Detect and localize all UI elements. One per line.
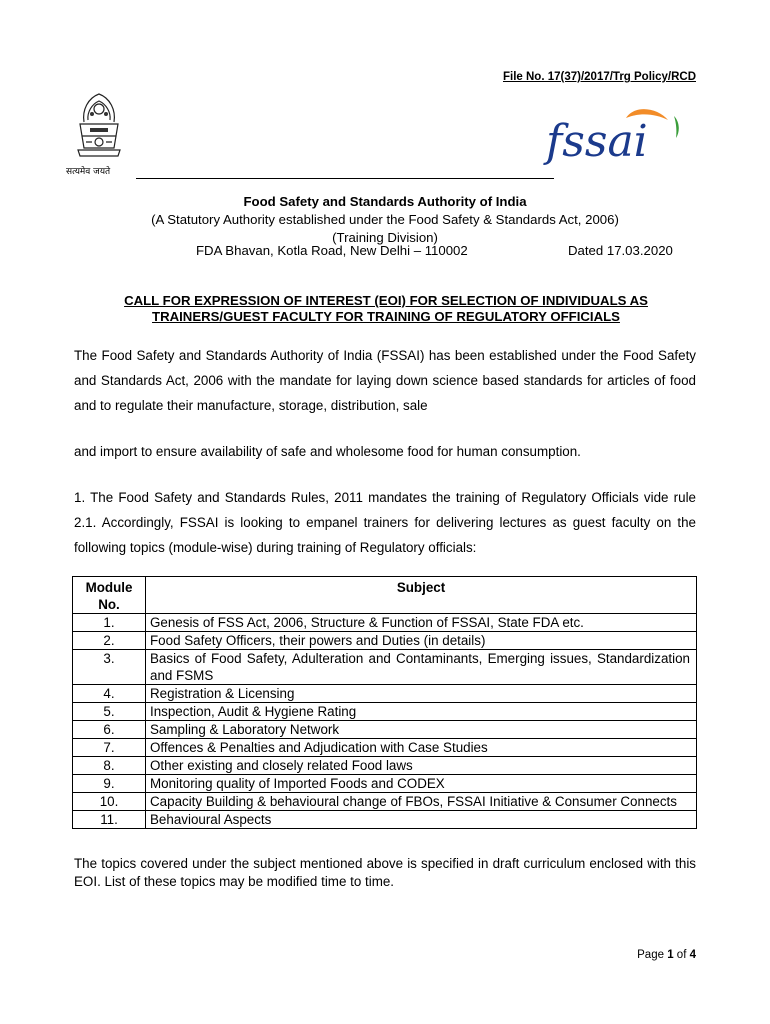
- organization-address: FDA Bhavan, Kotla Road, New Delhi – 110002: [196, 243, 468, 258]
- file-number: File No. 17(37)/2017/Trg Policy/RCD: [502, 71, 696, 83]
- organization-block: [0, 193, 770, 247]
- topics-table: [72, 576, 697, 829]
- table-row: [73, 685, 697, 703]
- module-subject: Basics of Food Safety, Adulteration and Contaminants, Emerging issues, Standardization and FSMS: [146, 650, 697, 685]
- intro-paragraph-tail: and import to ensure availability of safe and wholesome food for human consumption.: [74, 444, 581, 459]
- table-row: [73, 614, 697, 632]
- fssai-logo: [540, 106, 690, 166]
- table-row: [73, 775, 697, 793]
- table-row: [73, 757, 697, 775]
- page-label: Page: [637, 949, 664, 961]
- table-row: [73, 739, 697, 757]
- page-number: [637, 949, 696, 961]
- module-no: 4.: [73, 685, 146, 703]
- eoi-title-line-2: TRAINERS/GUEST FACULTY FOR TRAINING OF REGULATORY OFFICIALS: [152, 309, 620, 324]
- module-subject: Capacity Building & behavioural change of FBOs, FSSAI Initiative & Consumer Connects: [146, 793, 697, 811]
- module-no: 10.: [73, 793, 146, 811]
- table-row: [73, 721, 697, 739]
- module-no: 5.: [73, 703, 146, 721]
- table-row: [73, 650, 697, 685]
- organization-division: (Training Division): [332, 230, 438, 245]
- closing-paragraph: The topics covered under the subject mentioned above is specified in draft curriculum enclosed with this EOI. List of these topics may be modified time to time.: [74, 856, 696, 889]
- module-no: 1.: [73, 614, 146, 632]
- module-subject: Behavioural Aspects: [146, 811, 697, 829]
- emblem-motto: सत्यमेव जयते: [66, 167, 111, 177]
- intro-paragraph: The Food Safety and Standards Authority of India (FSSAI) has been established under the Food Safety and Standards Act, 2006 with the mandate for laying down science based standards for articles of food and to regulate their manufacture, storage, distribution, sale: [74, 348, 696, 413]
- table-row: [73, 811, 697, 829]
- table-header-row: [73, 577, 697, 614]
- module-subject: Monitoring quality of Imported Foods and CODEX: [146, 775, 697, 793]
- eoi-title-line-1: CALL FOR EXPRESSION OF INTEREST (EOI) FOR SELECTION OF INDIVIDUALS AS: [124, 293, 648, 308]
- column-header-module-no: Module No.: [73, 577, 146, 614]
- organization-name: Food Safety and Standards Authority of India: [243, 194, 527, 209]
- module-no: 3.: [73, 650, 146, 685]
- column-header-subject: Subject: [146, 577, 697, 614]
- document-date: Dated 17.03.2020: [568, 243, 673, 258]
- module-no: 8.: [73, 757, 146, 775]
- header-divider: [136, 178, 554, 179]
- fssai-logo-text: fssai: [546, 116, 648, 166]
- page-total: 4: [689, 949, 696, 961]
- module-subject: Registration & Licensing: [146, 685, 697, 703]
- module-no: 9.: [73, 775, 146, 793]
- module-subject: Other existing and closely related Food laws: [146, 757, 697, 775]
- table-row: [73, 632, 697, 650]
- module-subject: Sampling & Laboratory Network: [146, 721, 697, 739]
- organization-statute: (A Statutory Authority established under the Food Safety & Standards Act, 2006): [151, 212, 619, 227]
- page-current: 1: [667, 949, 674, 961]
- module-subject: Food Safety Officers, their powers and Duties (in details): [146, 632, 697, 650]
- module-no: 11.: [73, 811, 146, 829]
- table-row: [73, 703, 697, 721]
- module-no: 7.: [73, 739, 146, 757]
- page-of: of: [676, 949, 687, 961]
- table-row: [73, 793, 697, 811]
- module-no: 2.: [73, 632, 146, 650]
- point-1-paragraph: 1. The Food Safety and Standards Rules, 2011 mandates the training of Regulatory Officials vide rule 2.1. Accordingly, FSSAI is looking to empanel trainers for delivering lectures as guest faculty on the following topics (module-wise) during training of Regulatory officials:: [74, 490, 696, 555]
- module-subject: Offences & Penalties and Adjudication with Case Studies: [146, 739, 697, 757]
- module-subject: Inspection, Audit & Hygiene Rating: [146, 703, 697, 721]
- module-no: 6.: [73, 721, 146, 739]
- eoi-title: [76, 293, 696, 325]
- module-subject: Genesis of FSS Act, 2006, Structure & Function of FSSAI, State FDA etc.: [146, 614, 697, 632]
